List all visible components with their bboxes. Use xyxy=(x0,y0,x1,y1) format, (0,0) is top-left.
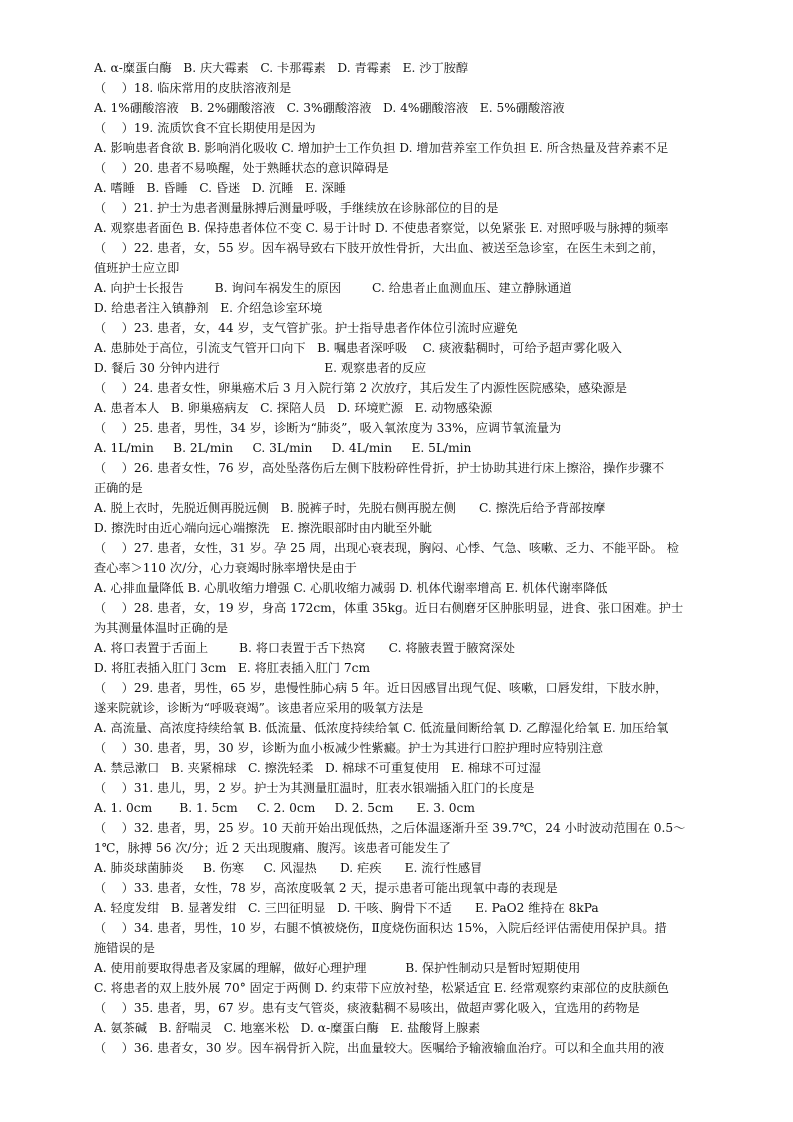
text-line: 1℃，脉搏 56 次/分；近 2 天出现腹痛、腹泻。该患者可能发生了 xyxy=(94,841,451,855)
text-line: 查心率＞110 次/分，心力衰竭时脉率增快是由于 xyxy=(94,561,357,575)
text-line: A. α-糜蛋白酶 B. 庆大霉素 C. 卡那霉素 D. 青霉素 E. 沙丁胺醇 xyxy=(94,61,469,75)
text-line: （ ）29. 患者，男性，65 岁，患慢性肺心病 5 年。近日因感冒出现气促、咳嗽，口唇发绀，下肢水肿， xyxy=(94,681,668,695)
text-line: （ ）21. 护士为患者测量脉搏后测量呼吸，手继续放在诊脉部位的目的是 xyxy=(94,201,499,215)
text-line: （ ）31. 患儿，男，2 岁。护士为其测量肛温时，肛表水银端插入肛门的长度是 xyxy=(94,781,535,795)
text-line: （ ）18. 临床常用的皮肤溶液剂是 xyxy=(94,81,292,95)
text-line: A. 1L/min B. 2L/min C. 3L/min D. 4L/min E. 5L/min xyxy=(94,441,472,455)
text-line: A. 脱上衣时，先脱近侧再脱远侧 B. 脱裤子时，先脱右侧再脱左侧 C. 擦洗后给予背部按摩 xyxy=(94,501,606,515)
text-line: D. 餐后 30 分钟内进行 E. 观察患者的反应 xyxy=(94,361,427,375)
text-line: C. 将患者的双上肢外展 70° 固定于两侧 D. 约束带下应放衬垫，松紧适宜 E. 经常观察约束部位的皮肤颜色 xyxy=(94,981,669,995)
text-line: A. 患者本人 B. 卵巢癌病友 C. 探陪人员 D. 环境贮源 E. 动物感染源 xyxy=(94,401,493,415)
text-line: D. 擦洗时由近心端向远心端擦洗 E. 擦洗眼部时由内眦至外眦 xyxy=(94,521,432,535)
text-line: A. 禁忌漱口 B. 夹紧棉球 C. 擦洗轻柔 D. 棉球不可重复使用 E. 棉球不可过湿 xyxy=(94,761,541,775)
text-line: （ ）23. 患者，女，44 岁，支气管扩张。护士指导患者作体位引流时应避免 xyxy=(94,321,518,335)
text-line: A. 影响患者食欲 B. 影响消化吸收 C. 增加护士工作负担 D. 增加营养室工作负担 E. 所含热量及营养素不足 xyxy=(94,141,669,155)
exam-page xyxy=(94,58,742,1058)
text-line: D. 将肛表插入肛门 3cm E. 将肛表插入肛门 7cm xyxy=(94,661,370,675)
text-line: （ ）27. 患者，女性，31 岁。孕 25 周，出现心衰表现，胸闷、心悸、气急、咳嗽、乏力、不能平卧。 检 xyxy=(94,541,679,555)
text-line: 施错误的是 xyxy=(94,941,155,955)
text-line: （ ）20. 患者不易唤醒，处于熟睡状态的意识障碍是 xyxy=(94,161,389,175)
text-line: A. 向护士长报告 B. 询问车祸发生的原因 C. 给患者止血测血压、建立静脉通道 xyxy=(94,281,572,295)
text-line: A. 观察患者面色 B. 保持患者体位不变 C. 易于计时 D. 不使患者察觉，以免紧张 E. 对照呼吸与脉搏的频率 xyxy=(94,221,669,235)
text-line: （ ）35. 患者，男，67 岁。患有支气管炎，痰液黏稠不易咳出，做超声雾化吸入，宜选用的药物是 xyxy=(94,1001,640,1015)
text-line: 为其测量体温时正确的是 xyxy=(94,621,229,635)
text-line: A. 氨茶碱 B. 舒喘灵 C. 地塞米松 D. α-糜蛋白酶 E. 盐酸肾上腺素 xyxy=(94,1021,481,1035)
text-line: 值班护士应立即 xyxy=(94,261,180,275)
text-line: 正确的是 xyxy=(94,481,143,495)
text-line: D. 给患者注入镇静剂 E. 介绍急诊室环境 xyxy=(94,301,323,315)
text-line: （ ）22. 患者，女，55 岁。因车祸导致右下肢开放性骨折，大出血、被送至急诊室，在医生未到之前， xyxy=(94,241,665,255)
text-line: A. 将口表置于舌面上 B. 将口表置于舌下热窝 C. 将腋表置于腋窝深处 xyxy=(94,641,516,655)
text-line: （ ）32. 患者，男，25 岁。10 天前开始出现低热，之后体温逐渐升至 39.7℃，24 小时波动范围在 0.5～ xyxy=(94,821,686,835)
text-line: （ ）24. 患者女性，卵巢癌术后 3 月入院行第 2 次放疗，其后发生了内源性医院感染，感染源是 xyxy=(94,381,627,395)
text-line: （ ）26. 患者女性，76 岁，高处坠落伤后左侧下肢粉碎性骨折，护士协助其进行床上擦浴，操作步骤不 xyxy=(94,461,665,475)
text-line: （ ）33. 患者，女性，78 岁，高浓度吸氧 2 天，提示患者可能出现氧中毒的表现是 xyxy=(94,881,558,895)
text-line: （ ）19. 流质饮食不宜长期使用是因为 xyxy=(94,121,316,135)
text-line: （ ）28. 患者，女，19 岁，身高 172cm，体重 35kg。近日右侧磨牙区肿胀明显，进食、张口困难。护士 xyxy=(94,601,684,615)
text-line: A. 嗜睡 B. 昏睡 C. 昏迷 D. 沉睡 E. 深睡 xyxy=(94,181,346,195)
text-line: A. 轻度发绀 B. 显著发绀 C. 三凹征明显 D. 干咳、胸骨下不适 E. PaO2 维持在 8kPa xyxy=(94,901,599,915)
text-line: （ ）36. 患者女，30 岁。因车祸骨折入院，出血量较大。医嘱给予输液输血治疗。可以和全血共用的液 xyxy=(94,1041,665,1055)
text-line: A. 1%硼酸溶液 B. 2%硼酸溶液 C. 3%硼酸溶液 D. 4%硼酸溶液 E. 5%硼酸溶液 xyxy=(94,101,565,115)
text-line: A. 使用前要取得患者及家属的理解，做好心理护理 B. 保护性制动只是暂时短期使用 xyxy=(94,961,581,975)
text-line: A. 1. 0cm B. 1. 5cm C. 2. 0cm D. 2. 5cm E. 3. 0cm xyxy=(94,801,475,815)
text-line: 遂来院就诊，诊断为“呼吸衰竭”。该患者应采用的吸氧方法是 xyxy=(94,701,424,715)
text-line: A. 肺炎球菌肺炎 B. 伤寒 C. 风湿热 D. 疟疾 E. 流行性感冒 xyxy=(94,861,483,875)
text-line: A. 心排血量降低 B. 心肌收缩力增强 C. 心肌收缩力减弱 D. 机体代谢率增高 E. 机体代谢率降低 xyxy=(94,581,608,595)
text-line: A. 高流量、高浓度持续给氧 B. 低流量、低浓度持续给氧 C. 低流量间断给氧 D. 乙醇湿化给氧 E. 加压给氧 xyxy=(94,721,669,735)
text-line: （ ）25. 患者，男性，34 岁，诊断为“肺炎”，吸入氧浓度为 33%，应调节氧流量为 xyxy=(94,421,562,435)
text-line: A. 患肺处于高位，引流支气管开口向下 B. 嘱患者深呼吸 C. 痰液黏稠时，可给予超声雾化吸入 xyxy=(94,341,622,355)
text-line: （ ）34. 患者，男性，10 岁，右腿不慎被烧伤，Ⅱ度烧伤面积达 15%，入院后经评估需使用保护具。措 xyxy=(94,921,667,935)
text-line: （ ）30. 患者，男，30 岁，诊断为血小板减少性紫癜。护士为其进行口腔护理时应特别注意 xyxy=(94,741,604,755)
